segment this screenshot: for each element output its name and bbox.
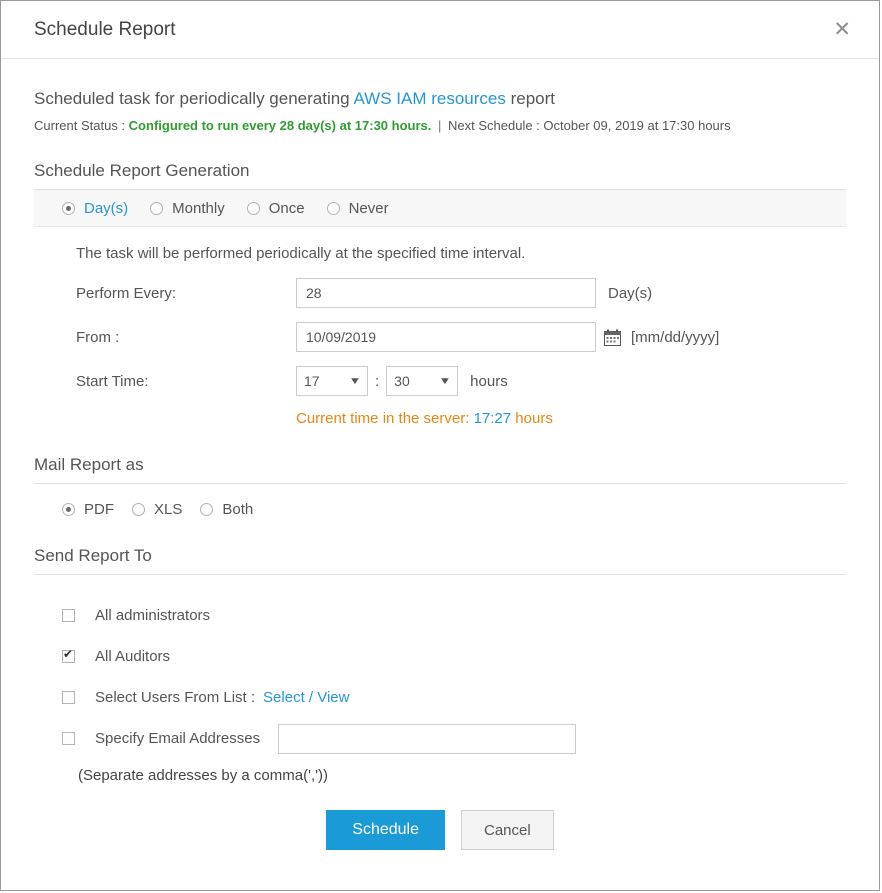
mail-format-label-both: Both	[222, 501, 254, 518]
dialog-header	[1, 1, 879, 59]
intro-prefix: Scheduled task for periodically generating	[34, 89, 350, 108]
recipient-row-all-administrators[interactable]	[62, 595, 846, 636]
current-status-label: Current Status :	[34, 118, 126, 133]
schedule-section-heading: Schedule Report Generation	[34, 161, 846, 190]
from-date-row	[76, 322, 846, 352]
mail-format-label-pdf: PDF	[84, 501, 114, 518]
recipients-section-heading: Send Report To	[34, 546, 846, 575]
mail-format-pdf[interactable]	[62, 501, 114, 518]
hours-label: hours	[470, 372, 508, 390]
start-minute-select[interactable]	[386, 366, 458, 396]
frequency-radio-group	[34, 190, 846, 227]
mail-format-label-xls: XLS	[154, 501, 183, 518]
frequency-label-days: Day(s)	[84, 199, 129, 217]
from-date-input[interactable]	[296, 322, 596, 352]
start-time-label: Start Time:	[76, 372, 149, 390]
radio-once-icon[interactable]	[247, 202, 260, 215]
page-title: Schedule Report	[34, 18, 176, 40]
frequency-label-monthly: Monthly	[172, 199, 225, 217]
server-time-note	[296, 410, 846, 427]
from-label: From :	[76, 328, 120, 346]
mail-format-both[interactable]	[200, 501, 253, 518]
recipient-row-specify-email[interactable]	[62, 718, 846, 759]
checkbox-all-auditors[interactable]	[62, 650, 75, 663]
date-format-hint: [mm/dd/yyyy]	[631, 328, 720, 346]
frequency-option-once[interactable]	[247, 200, 305, 217]
frequency-option-never[interactable]	[327, 200, 389, 217]
mail-format-radio-group	[34, 501, 846, 518]
schedule-form	[34, 227, 846, 427]
start-hour-select[interactable]	[296, 366, 368, 396]
dialog-footer	[34, 810, 846, 850]
recipient-row-select-users[interactable]	[62, 677, 846, 718]
current-status-value: Configured to run every 28 day(s) at 17:30 hours.	[128, 118, 432, 133]
label-all-auditors: All Auditors	[95, 648, 171, 665]
frequency-option-monthly[interactable]	[150, 200, 225, 217]
status-separator: |	[438, 118, 442, 133]
time-colon: :	[375, 372, 380, 390]
frequency-label-never: Never	[348, 199, 389, 217]
status-line	[34, 118, 846, 133]
recipient-row-all-auditors[interactable]	[62, 636, 846, 677]
mail-format-xls[interactable]	[132, 501, 182, 518]
next-schedule-label: Next Schedule :	[448, 118, 540, 133]
perform-every-label: Perform Every:	[76, 284, 177, 302]
frequency-label-once: Once	[268, 199, 305, 217]
label-select-users: Select Users From List :	[95, 689, 256, 706]
server-time-prefix: Current time in the server:	[296, 410, 470, 427]
frequency-option-days[interactable]	[62, 200, 128, 217]
radio-never-icon[interactable]	[327, 202, 340, 215]
chevron-down-icon-minute: ▼	[438, 375, 452, 387]
server-time-value: 17:27	[473, 410, 512, 427]
intro-text	[34, 89, 846, 109]
label-all-administrators: All administrators	[95, 607, 211, 624]
close-icon[interactable]: ✕	[833, 18, 851, 41]
email-separator-note: (Separate addresses by a comma(','))	[78, 767, 328, 784]
email-addresses-input[interactable]	[278, 724, 576, 754]
schedule-hint: The task will be performed periodically at the specified time interval.	[76, 245, 526, 262]
radio-both-icon[interactable]	[200, 503, 213, 516]
dialog-body	[1, 89, 879, 850]
report-type-link[interactable]: AWS IAM resources	[353, 89, 506, 108]
select-view-link[interactable]: Select / View	[263, 689, 350, 706]
perform-every-unit: Day(s)	[608, 284, 653, 302]
checkbox-select-users[interactable]	[62, 691, 75, 704]
radio-pdf-icon[interactable]	[62, 503, 75, 516]
checkbox-specify-email[interactable]	[62, 732, 75, 745]
start-time-row	[76, 366, 846, 396]
calendar-icon[interactable]	[604, 329, 621, 346]
radio-days-icon[interactable]	[62, 202, 75, 215]
perform-every-input[interactable]	[296, 278, 596, 308]
perform-every-row	[76, 278, 846, 308]
label-specify-email: Specify Email Addresses	[95, 730, 261, 747]
recipients-list	[34, 595, 846, 759]
mail-section-heading: Mail Report as	[34, 455, 846, 484]
server-time-suffix: hours	[515, 410, 553, 427]
schedule-button[interactable]: Schedule	[326, 810, 445, 850]
start-minute-value: 30	[394, 373, 410, 389]
cancel-button[interactable]: Cancel	[461, 810, 554, 850]
checkbox-all-administrators[interactable]	[62, 609, 75, 622]
radio-xls-icon[interactable]	[132, 503, 145, 516]
radio-monthly-icon[interactable]	[150, 202, 163, 215]
start-hour-value: 17	[304, 373, 320, 389]
next-schedule-value: October 09, 2019 at 17:30 hours	[543, 118, 731, 133]
intro-suffix: report	[510, 89, 555, 108]
chevron-down-icon: ▼	[348, 375, 362, 387]
